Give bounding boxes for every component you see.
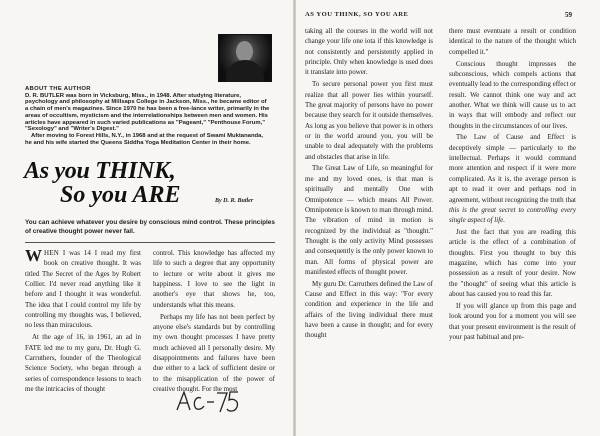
about-heading: ABOUT THE AUTHOR [25, 86, 91, 92]
left-column-2 [153, 248, 275, 396]
paragraph: Perhaps my life has not been perfect by anyone else's standards but by controlling my own thought processes I have pretty much achieved all I personally desire. My disappointments and failures have been due either to a lack of sufficient desire or to the misapplication of the power of creative thought. For the most [153, 312, 275, 393]
about-the-author [25, 86, 271, 146]
paragraph [449, 132, 576, 225]
paragraph-text: The Law of Cause and Effect is deceptively simple — particularly to the intellectual. Perhaps it would command more attention and respect if it were more complicated. As it is, the average person is apt to read it over and perhaps nod in agreement, without recognizing the truth that [449, 133, 576, 204]
paragraph: control. This knowledge has affected my life to such a degree that any opportunity to lecture or write about it gives me happiness. I love to see the light in another's eye that shows he, too, understands what this means. [153, 249, 275, 309]
paragraph: Conscious thought impresses the subconscious, which compels actions that eventually lead to the corresponding effect or result. We cannot think one way and act another. What we think will cause us to act in ways that will embody and reflect our thoughts in the circumstances of our lives. [449, 59, 576, 130]
page-gutter [293, 0, 296, 436]
paragraph: The Great Law of Life, so meaningful for me and my loved ones, is that man is spiritually and mentally One with Omnipotence — which means All Power. Omnipotence is known to man through mind. The vibration of mind in motion is recognized by the individual as "thought." Thought is the only activity Mind possesses and consequently is the only power known to man. All forms of physical power are manifested effects of thought power. [305, 164, 433, 276]
paragraph: there must eventuate a result or condition identical to the nature of the thought which compelled it." [449, 27, 576, 56]
deck-rule [25, 242, 275, 243]
left-column-1 [25, 248, 141, 396]
paragraph: taking all the courses in the world will not change your life one iota if this knowledge is not consistently and persistently applied in principle. Only when knowledge is used does it translate into power. [305, 27, 433, 77]
article-byline: By D. R. Butler [215, 198, 254, 204]
paragraph: To secure personal power you first must realize that all power lies within yourself. The great majority of persons have no power because they search for it outside themselves. As long as you believe that power is in others or in the world around you, you will be unable to deal adequately with the problems and obstacles that arise in life. [305, 80, 433, 161]
opening-paragraph-text: I was 14 I read my first book on creative thought. It was titled The Secret of the Ages by Robert Collier. I'd never read anything like it before and I thought it was wonderful. The idea that I could control my life by controlling my thoughts was, I believed, no less than miraculous. [25, 249, 141, 330]
running-head: AS YOU THINK, SO YOU ARE [305, 11, 409, 18]
paragraph: At the age of 16, in 1961, an ad in FATE led me to my guru, Dr. Hugh G. Carruthers, founder of the Theological Science Society, who began through a series of correspondence lessons to teach me the intricacies of thought [25, 333, 141, 393]
handwritten-annotation [174, 388, 242, 414]
article-deck: You can achieve whatever you desire by conscious mind control. These principles of creative thought power never fail. [25, 219, 275, 236]
opening-paragraph [25, 248, 141, 331]
article-title-line-2: So you ARE [60, 182, 181, 208]
emphasized-text: this is the great secret to controlling every single aspect of life. [449, 205, 576, 225]
about-paragraph-1: D. R. BUTLER was born in Vicksburg, Miss., in 1948. After studying literature, psychology and philosophy at Millsaps College in Jackson, Miss., he became editor of a chain of men's magazines. Since 1970 he has been a free-lance writer, primarily in the areas of occultism, mysticism and the interrelationships between men and women. His articles have appeared in such varied publications as "Pageant," "Penthouse Forum," "Sexology" and "Writer's Digest." [25, 92, 270, 133]
about-paragraph-2: After moving to Forest Hills, N.Y., in 1968 and at the request of Swami Muktananda, he and his wife started the Queens Siddha Yoga Meditation Center in their home. [25, 132, 264, 146]
author-photo-head [236, 41, 253, 62]
author-photo [218, 34, 272, 82]
right-column-2 [449, 26, 576, 344]
paragraph: Just the fact that you are reading this article is the effect of a combination of thoughts. First you thought to buy this magazine, which has come into your possession as a result of your desire. Now the "thought" of seeing what this article is about has caused you to read this far. [449, 228, 576, 299]
lead-in: HEN [44, 249, 59, 257]
author-photo-shoulders [226, 60, 264, 82]
right-column-1 [305, 26, 433, 342]
paragraph: My guru Dr. Carruthers defined the Law of Cause and Effect in this way: "For every condition and experience in the life and affairs of the living individual there must have been a cause in thought; and for every thought [305, 279, 433, 340]
paragraph: If you will glance up from this page and look around you for a moment you will see that your present environment is the result of your past habitual and pre- [449, 301, 576, 341]
page-number: 59 [565, 11, 572, 19]
article-title-line-1: As you THINK, [24, 158, 176, 184]
drop-cap: W [25, 246, 42, 265]
